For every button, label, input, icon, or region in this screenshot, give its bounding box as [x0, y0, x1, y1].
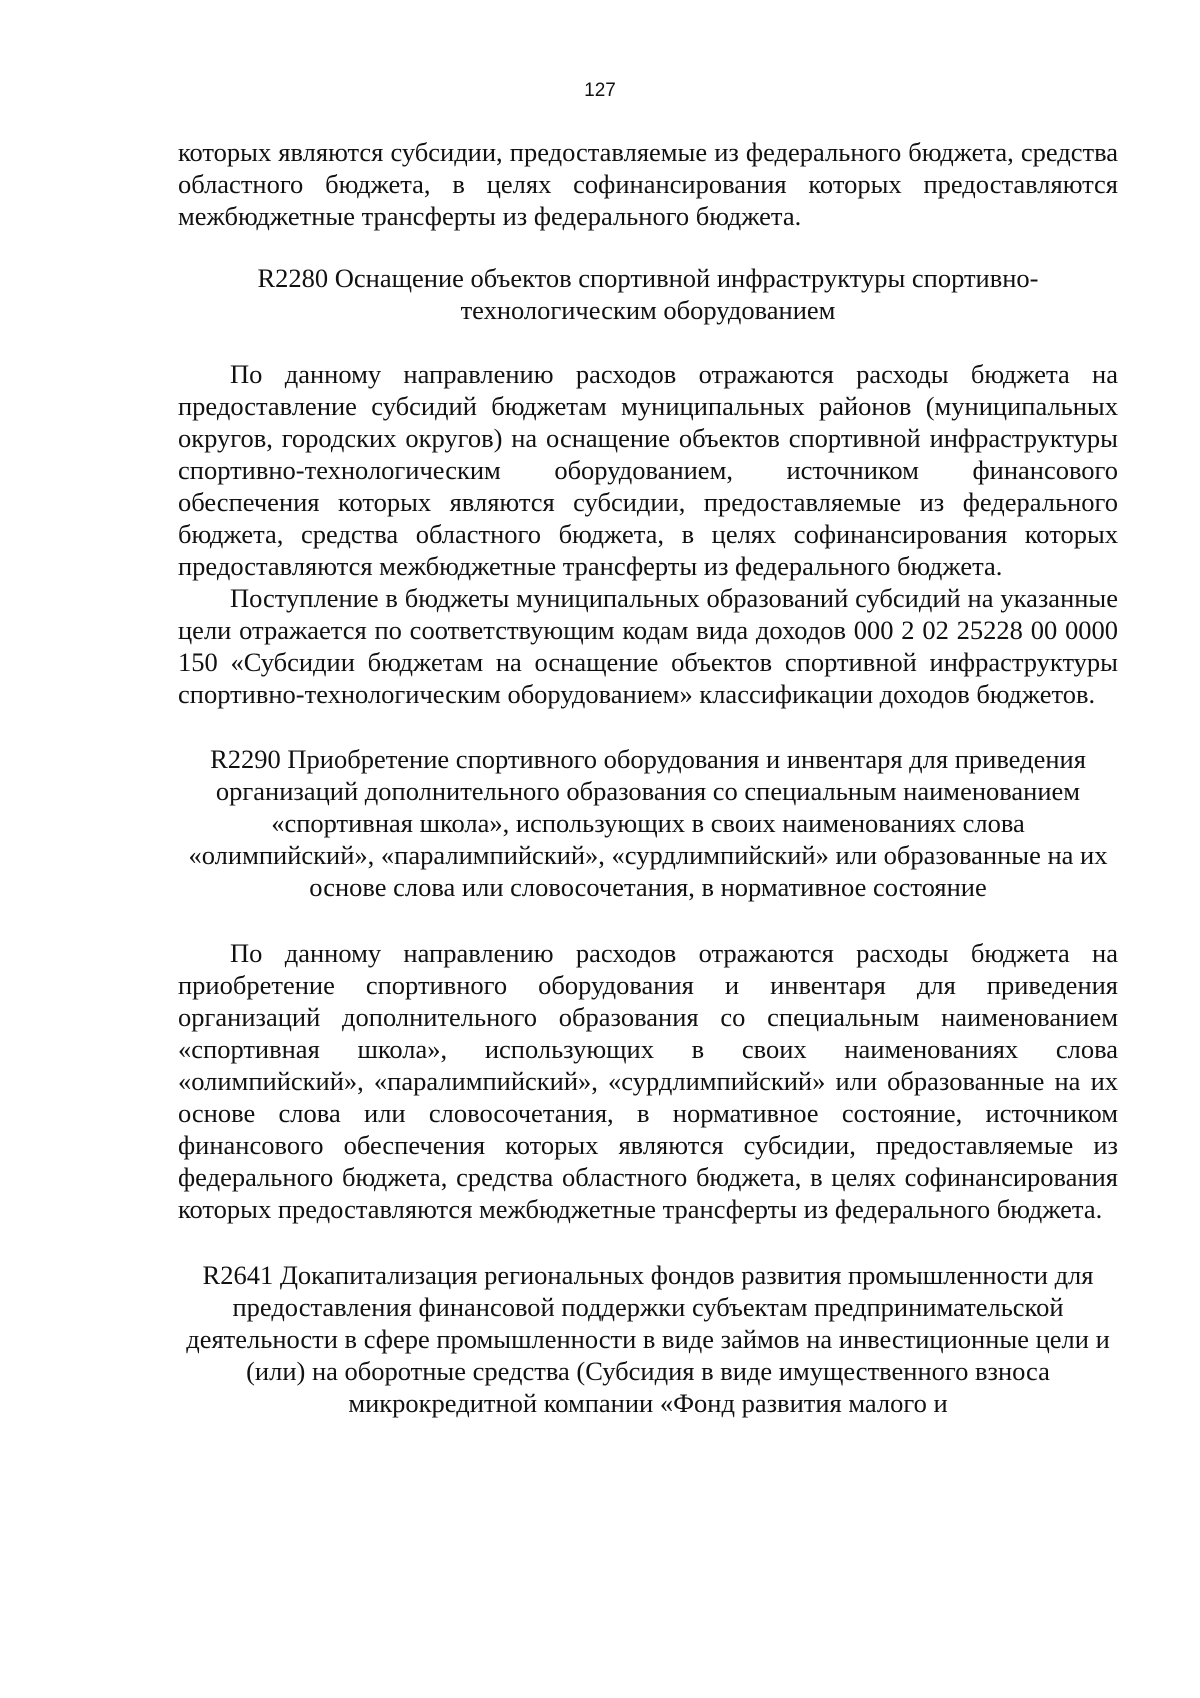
document-body	[178, 136, 1118, 1419]
page-number: 127	[584, 80, 616, 101]
section-heading-r2641: R2641 Докапитализация региональных фондов развития промышленности для предоставления финансовой поддержки субъектам предпринимательской деятельности в сфере промышленности в виде займов на инвестиционные цели и (или) на оборотные средства (Субсидия в виде имущественного взноса микрокредитной компании «Фонд развития малого и	[186, 1260, 1110, 1418]
section-heading-r2290: R2290 Приобретение спортивного оборудования и инвентаря для приведения организаций дополнительного образования со специальным наименованием «спортивная школа», использующих в своих наименованиях слова «олимпийский», «паралимпийский», «сурдлимпийский» или образованные на их основе слова или словосочетания, в нормативное состояние	[188, 744, 1108, 902]
section-r2280-paragraph-1: По данному направлению расходов отражаются расходы бюджета на предоставление субсидий бюджетам муниципальных районов (муниципальных округов, городских округов) на оснащение объектов спортивной инфраструктуры спортивно-технологическим оборудованием, источником финансового обеспечения которых являются субсидии, предоставляемые из федерального бюджета, средства областного бюджета, в целях софинансирования которых предоставляются межбюджетные трансферты из федерального бюджета.	[178, 359, 1118, 581]
intro-paragraph: которых являются субсидии, предоставляемые из федерального бюджета, средства областного бюджета, в целях софинансирования которых предоставляются межбюджетные трансферты из федерального бюджета.	[178, 137, 1118, 231]
section-r2290-paragraph-1: По данному направлению расходов отражаются расходы бюджета на приобретение спортивного оборудования и инвентаря для приведения организаций дополнительного образования со специальным наименованием «спортивная школа», использующих в своих наименованиях слова «олимпийский», «паралимпийский», «сурдлимпийский» или образованные на их основе слова или словосочетания, в нормативное состояние, источником финансового обеспечения которых являются субсидии, предоставляемые из федерального бюджета, средства областного бюджета, в целях софинансирования которых предоставляются межбюджетные трансферты из федерального бюджета.	[178, 938, 1118, 1224]
section-r2280-paragraph-2: Поступление в бюджеты муниципальных образований субсидий на указанные цели отражается по соответствующим кодам вида доходов 000 2 02 25228 00 0000 150 «Субсидии бюджетам на оснащение объектов спортивной инфраструктуры спортивно-технологическим оборудованием» классификации доходов бюджетов.	[178, 583, 1118, 709]
section-heading-r2280: R2280 Оснащение объектов спортивной инфраструктуры спортивно-технологическим оборудованием	[257, 263, 1039, 325]
